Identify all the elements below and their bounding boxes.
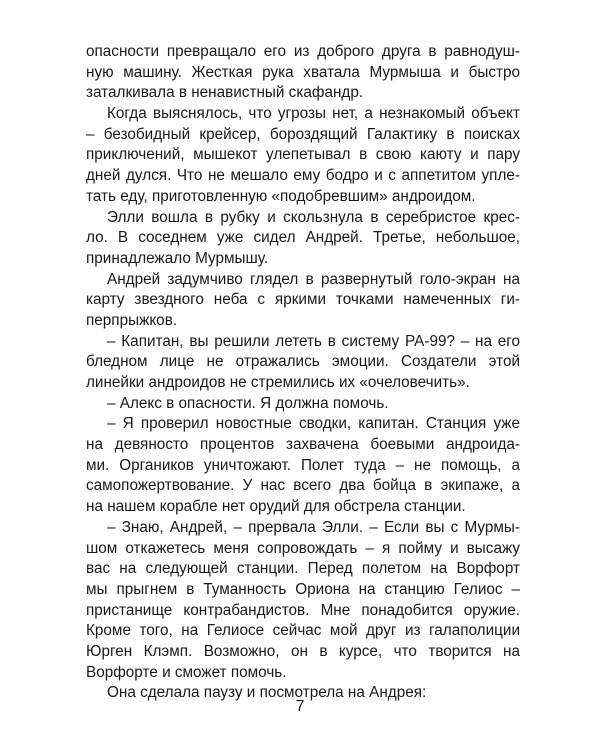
text-line: вас на следующей станции. Перед полетом на Ворфорт (86, 560, 520, 578)
text-line: пристанище контрабандистов. Мне понадобится оружие. (86, 601, 520, 619)
text-line: на девяносто процентов захвачена боевыми андроида- (86, 436, 520, 454)
text-line: Андрей задумчиво глядел в развернутый голо-экран на (107, 270, 520, 288)
text-line: шом откажетесь меня сопровождать – я пойму и высажу (86, 539, 520, 557)
text-line: Она сделала паузу и посмотрела на Андрея: (107, 684, 427, 702)
text-line: – Капитан, вы решили лететь в систему РА-99? – на его (107, 332, 520, 350)
text-line: заталкивала в ненавистный скафандр. (86, 84, 364, 102)
text-line: приключений, мышекот улепетывал в свою каюту и пару (86, 146, 520, 164)
page-number: 7 (295, 698, 305, 715)
text-line: – безобидный крейсер, бороздящий Галактику в поисках (86, 125, 520, 143)
text-line: Юрген Клэмп. Возможно, он в курсе, что творится на (86, 642, 520, 660)
text-line: принадлежало Мурмышу. (86, 249, 269, 267)
text-line: опасности превращало его из доброго друга в равнодуш- (86, 43, 520, 60)
text-line: Когда выяснялось, что угрозы нет, а незнакомый объект (107, 105, 520, 123)
text-line: тать еду, приготовленную «подобревшим» андроидом. (86, 187, 476, 205)
text-line: Ворфорте и сможет помочь. (86, 663, 287, 681)
text-line: Кроме того, на Гелиосе сейчас мой друг из галаполиции (86, 622, 520, 640)
text-line: бледном лице не отражались эмоции. Создатели этой (86, 353, 520, 371)
text-line: линейки андроидов не стремились их «очеловечить». (86, 374, 470, 391)
text-line: – Знаю, Андрей, – прервала Элли. – Если вы с Мурмы- (107, 518, 520, 536)
text-line: ми. Органиков уничтожают. Полет туда – не помощь, а (86, 456, 520, 474)
text-line: ную машину. Жесткая рука хватала Мурмыша и быстро (86, 63, 520, 81)
text-line: самопожертвование. У нас всего два бойца в экипаже, а (86, 477, 520, 495)
text-line: Элли вошла в рубку и скользнула в серебристое крес- (107, 208, 520, 226)
text-line: карту звездного неба с яркими точками намеченных ги- (86, 291, 520, 309)
text-line: – Я проверил новостные сводки, капитан. Станция уже (107, 415, 520, 433)
text-line: ло. В соседнем уже сидел Андрей. Третье, небольшое, (86, 229, 520, 247)
text-line: на нашем корабле нет орудий для обстрела станции. (86, 498, 466, 516)
text-line: мы прыгнем в Туманность Ориона на станцию Гелиос – (86, 580, 520, 598)
body-text (86, 42, 520, 704)
text-line: – Алекс в опасности. Я должна помочь. (107, 394, 389, 412)
text-line: дней дулся. Что не мешало ему бодро и с аппетитом упле- (86, 167, 520, 185)
text-line: перпрыжков. (86, 311, 178, 329)
